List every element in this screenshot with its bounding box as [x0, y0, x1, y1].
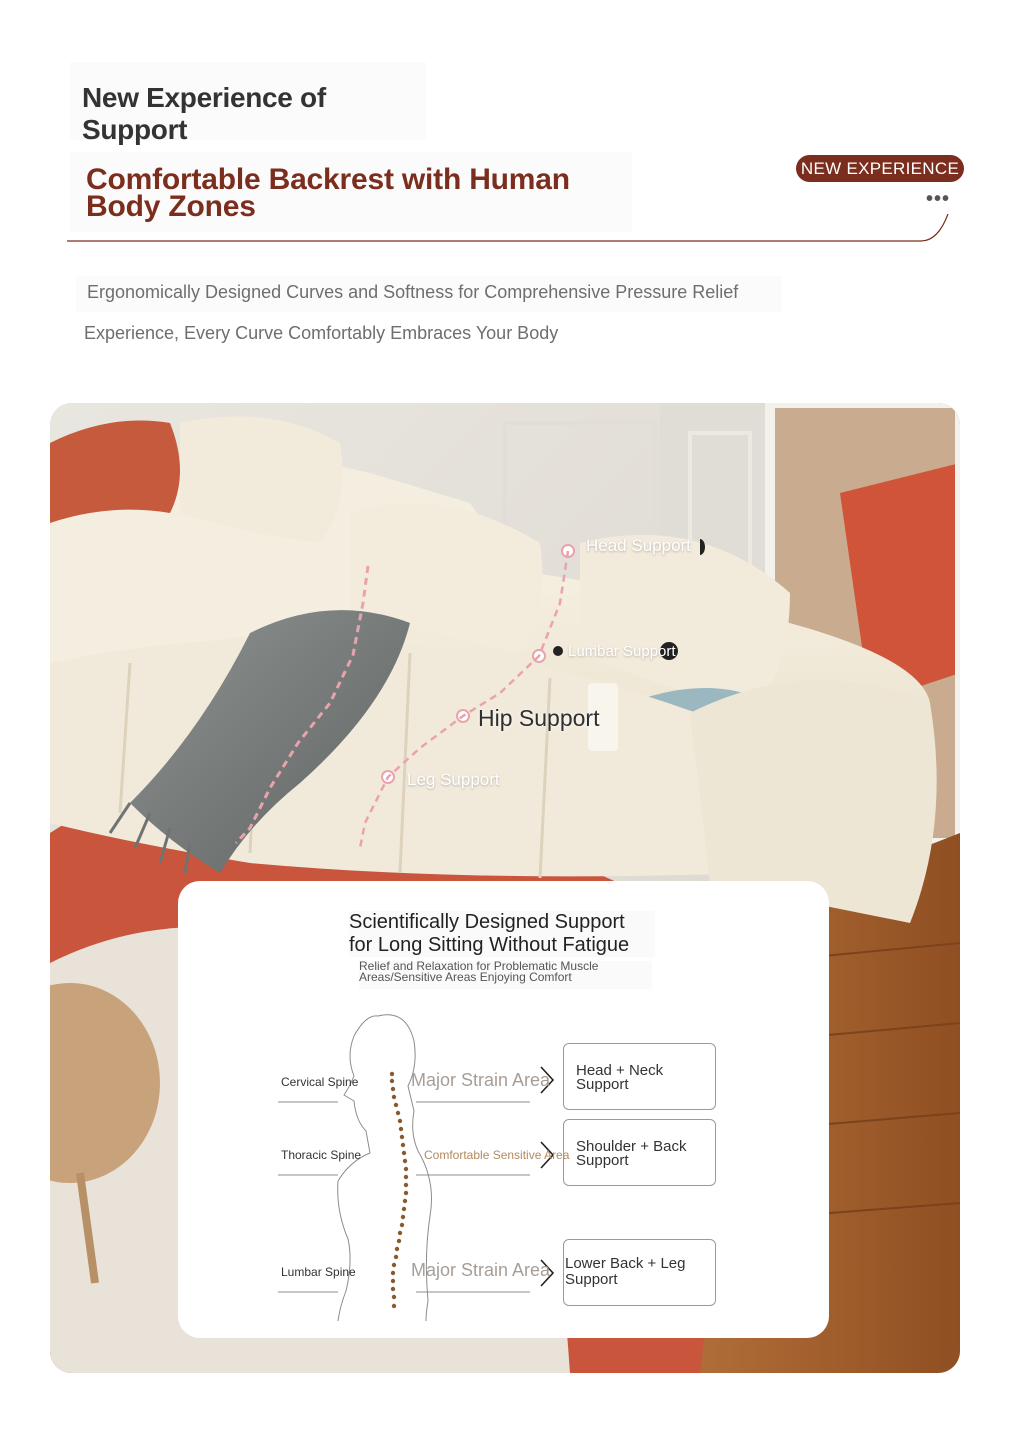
major-strain-area-label: Major Strain Area [411, 1260, 551, 1280]
head-neck-support-box [563, 1043, 716, 1110]
cervical-spine-label: Cervical Spine [281, 1075, 359, 1089]
card-subtitle-line-1: Relief and Relaxation for Problematic Muscle [359, 959, 599, 973]
card-title-line-2: for Long Sitting Without Fatigue [349, 934, 630, 956]
support-box-line-2: Support [565, 1271, 618, 1288]
support-box-line-1: Shoulder + Back [576, 1138, 687, 1155]
support-box-line-2: Support [576, 1152, 629, 1169]
hip-support-label: Hip Support [478, 705, 600, 731]
headline-underline [66, 210, 956, 246]
lumbar-support-label: Lumbar Support [568, 643, 676, 660]
ellipsis-icon: ••• [926, 188, 951, 210]
card-title-line-1: Scientifically Designed Support [349, 911, 625, 933]
description-line-1: Ergonomically Designed Curves and Softness for Comprehensive Pressure Relief [76, 276, 782, 312]
comfortable-sensitive-area-label: Comfortable Sensitive Area [424, 1148, 570, 1162]
headline-line-2: Body Zones [86, 190, 256, 223]
lumbar-spine-label: Lumbar Spine [281, 1265, 356, 1279]
card-subtitle [359, 961, 652, 989]
page-title: New Experience of Support [70, 62, 426, 140]
lower-back-leg-support-box [563, 1239, 716, 1306]
support-box-line-1: Head + Neck [576, 1062, 664, 1079]
description-line-2: Experience, Every Curve Comfortably Embraces Your Body [84, 323, 559, 343]
support-info-card [178, 881, 829, 1338]
head-support-label: Head Support [586, 536, 691, 555]
thoracic-spine-label: Thoracic Spine [281, 1148, 362, 1162]
card-title [349, 911, 655, 957]
major-strain-area-label: Major Strain Area [411, 1070, 551, 1090]
shoulder-back-support-box [563, 1119, 716, 1186]
support-box-line-2: Support [576, 1076, 629, 1093]
headline-line-1: Comfortable Backrest with Human [86, 163, 570, 196]
support-box-line-1: Lower Back + Leg [565, 1255, 686, 1272]
card-subtitle-line-2: Areas/Sensitive Areas Enjoying Comfort [359, 970, 572, 984]
leg-support-label: Leg Support [407, 770, 500, 789]
new-experience-badge: NEW EXPERIENCE [796, 155, 964, 182]
